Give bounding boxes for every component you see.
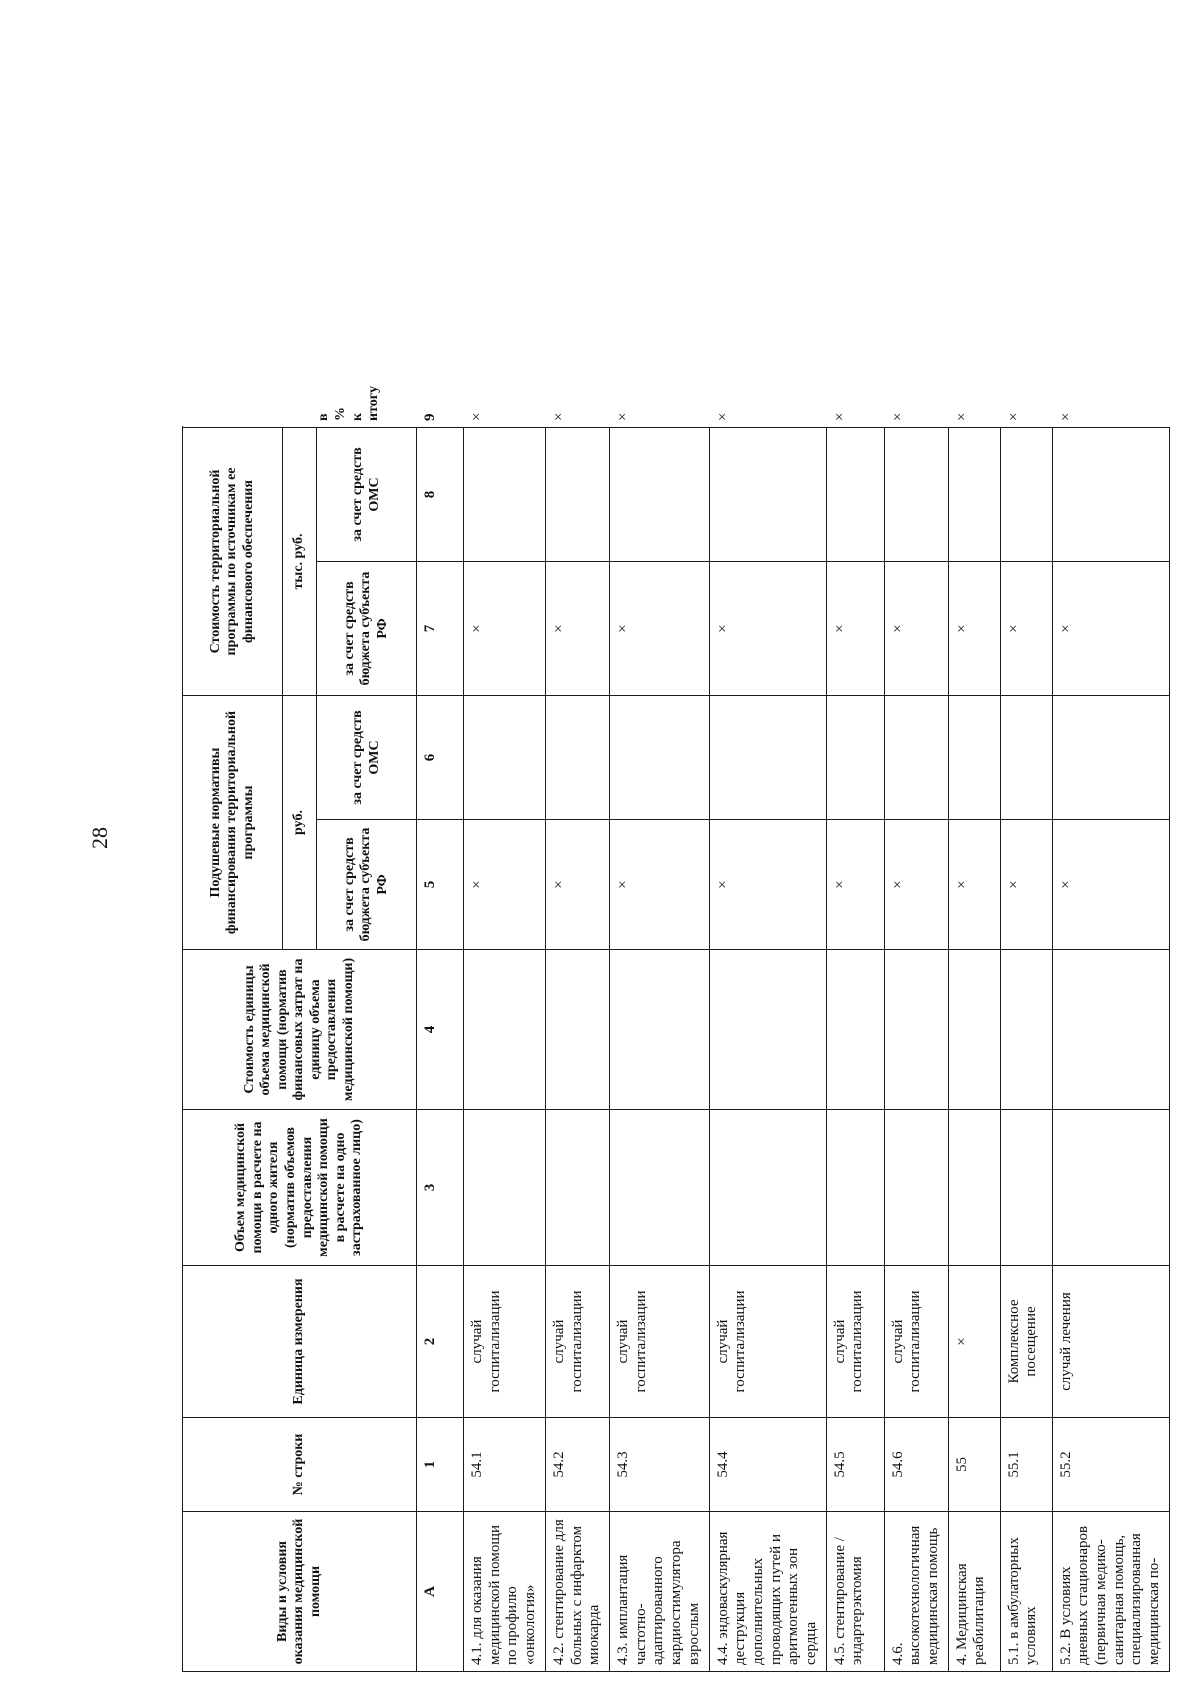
row-budget-rf-7: × [826, 562, 884, 696]
row-oms-6 [464, 696, 546, 820]
header-per-capita-normatives: Подушевые нормативы финансирования территориальной программы [183, 696, 283, 950]
row-budget-rf-5: × [464, 820, 546, 950]
table-row [610, 83, 709, 1672]
row-oms-6 [884, 696, 948, 820]
header-unit: Единица измерения [183, 1266, 417, 1418]
column-number: 8 [417, 428, 464, 562]
table-row [464, 83, 546, 1672]
row-unit: случай лечения [1052, 1266, 1169, 1418]
header-budget-rf-5: за счет средств бюджета субъекта РФ [317, 820, 417, 950]
row-unit: случай госпитализации [546, 1266, 610, 1418]
row-volume [1000, 1110, 1052, 1266]
header-program-cost: Стоимость территориальной программы по источникам ее финансового обеспечения [183, 427, 283, 695]
row-unit-cost [948, 950, 1000, 1110]
row-budget-rf-7: × [1052, 562, 1169, 696]
row-budget-rf-5: × [826, 820, 884, 950]
row-budget-rf-5: × [1000, 820, 1052, 950]
row-name: 4.4. эндоваскулярная деструкция дополнительных проводящих путей и аритмогенных зон сердца [709, 1512, 826, 1672]
row-unit: × [948, 1266, 1000, 1418]
row-name: 4.3. имплантация частотно-адаптированного кардиостимулятора взрослым [610, 1512, 709, 1672]
row-name: 4.2. стентирование для больных с инфарктом миокарда [546, 1512, 610, 1672]
row-oms-6 [1052, 696, 1169, 820]
column-number: 6 [417, 696, 464, 820]
row-code: 54.3 [610, 1418, 709, 1512]
row-volume [546, 1110, 610, 1266]
row-oms-8 [1052, 428, 1169, 562]
row-unit: случай госпитализации [709, 1266, 826, 1418]
row-volume [884, 1110, 948, 1266]
table-row [709, 83, 826, 1672]
row-volume [826, 1110, 884, 1266]
column-number: 7 [417, 562, 464, 696]
row-budget-rf-5: × [1052, 820, 1169, 950]
row-unit: случай госпитализации [464, 1266, 546, 1418]
column-number: 1 [417, 1418, 464, 1512]
row-code: 54.4 [709, 1418, 826, 1512]
rotated-table-wrapper [182, 82, 1163, 1672]
row-unit-cost [1000, 950, 1052, 1110]
table-row [1000, 83, 1052, 1672]
page-number: 28 [87, 827, 112, 849]
row-oms-8 [948, 428, 1000, 562]
header-row-number: № строки [183, 1418, 417, 1512]
row-budget-rf-5: × [948, 820, 1000, 950]
row-oms-8 [546, 428, 610, 562]
row-oms-8 [464, 428, 546, 562]
row-budget-rf-7: × [1000, 562, 1052, 696]
row-unit-cost [884, 950, 948, 1110]
row-oms-6 [1000, 696, 1052, 820]
row-budget-rf-7: × [546, 562, 610, 696]
row-code: 54.6 [884, 1418, 948, 1512]
row-unit-cost [546, 950, 610, 1110]
row-unit: случай госпитализации [610, 1266, 709, 1418]
row-budget-rf-5: × [610, 820, 709, 950]
row-volume [1052, 1110, 1169, 1266]
column-number: 5 [417, 820, 464, 950]
row-budget-rf-7: × [948, 562, 1000, 696]
header-normatives-unit: руб. [283, 696, 317, 950]
row-volume [948, 1110, 1000, 1266]
row-code: 55.2 [1052, 1418, 1169, 1512]
table-row [1052, 83, 1169, 1672]
row-oms-6 [610, 696, 709, 820]
row-name: 4.1. для оказания медицинской помощи по профилю «онкология» [464, 1512, 546, 1672]
row-name: 4.6. высокотехнологичная медицинская помощь [884, 1512, 948, 1672]
column-number: 3 [417, 1110, 464, 1266]
row-name: 5.2. В условиях дневных стационаров (первичная медико-санитарная помощь, специализированная медицинская по- [1052, 1512, 1169, 1672]
row-budget-rf-5: × [546, 820, 610, 950]
row-budget-rf-5: × [709, 820, 826, 950]
header-cost-unit: тыс. руб. [283, 428, 317, 696]
row-budget-rf-7: × [610, 562, 709, 696]
row-unit: Комплексное посещение [1000, 1266, 1052, 1418]
row-unit: случай госпитализации [826, 1266, 884, 1418]
row-unit-cost [826, 950, 884, 1110]
row-name: 4. Медицинская реабилитация [948, 1512, 1000, 1672]
row-oms-8 [1000, 428, 1052, 562]
row-budget-rf-7: × [709, 562, 826, 696]
row-volume [464, 1110, 546, 1266]
header-unit-cost: Стоимость единицы объема медицинской помощи (норматив финансовых затрат на единицу объема предоставления медицинской помощи) [183, 950, 417, 1110]
table-row [884, 83, 948, 1672]
row-unit-cost [709, 950, 826, 1110]
column-number-row [417, 83, 464, 1672]
row-oms-8 [610, 428, 709, 562]
row-oms-8 [884, 428, 948, 562]
header-budget-rf-7: за счет средств бюджета субъекта РФ [317, 562, 417, 696]
row-name: 5.1. в амбулаторных условиях [1000, 1512, 1052, 1672]
row-oms-6 [709, 696, 826, 820]
table-row [826, 83, 884, 1672]
row-unit-cost [1052, 950, 1169, 1110]
header-oms-8: за счет средств ОМС [317, 428, 417, 562]
row-volume [709, 1110, 826, 1266]
table-row [546, 83, 610, 1672]
header-oms-6: за счет средств ОМС [317, 696, 417, 820]
row-oms-6 [826, 696, 884, 820]
row-oms-8 [826, 428, 884, 562]
row-code: 54.1 [464, 1418, 546, 1512]
header-type-conditions: Виды и условия оказания медицинской помощи [183, 1512, 417, 1672]
row-unit: случай госпитализации [884, 1266, 948, 1418]
row-code: 54.2 [546, 1418, 610, 1512]
header-volume: Объем медицинской помощи в расчете на одного жителя (норматив объемов предоставления медицинской помощи в расчете на одно застрахованное лицо) [183, 1110, 417, 1266]
medical-care-table [182, 82, 1170, 1672]
row-volume [610, 1110, 709, 1266]
row-oms-6 [948, 696, 1000, 820]
column-number: А [417, 1512, 464, 1672]
row-unit-cost [464, 950, 546, 1110]
row-oms-8 [709, 428, 826, 562]
row-unit-cost [610, 950, 709, 1110]
row-code: 55.1 [1000, 1418, 1052, 1512]
row-budget-rf-7: × [884, 562, 948, 696]
row-name: 4.5. стентирование / эндартерэктомия [826, 1512, 884, 1672]
row-code: 54.5 [826, 1418, 884, 1512]
row-oms-6 [546, 696, 610, 820]
row-budget-rf-5: × [884, 820, 948, 950]
table-row [948, 83, 1000, 1672]
row-code: 55 [948, 1418, 1000, 1512]
column-number: 2 [417, 1266, 464, 1418]
column-number: 4 [417, 950, 464, 1110]
row-budget-rf-7: × [464, 562, 546, 696]
